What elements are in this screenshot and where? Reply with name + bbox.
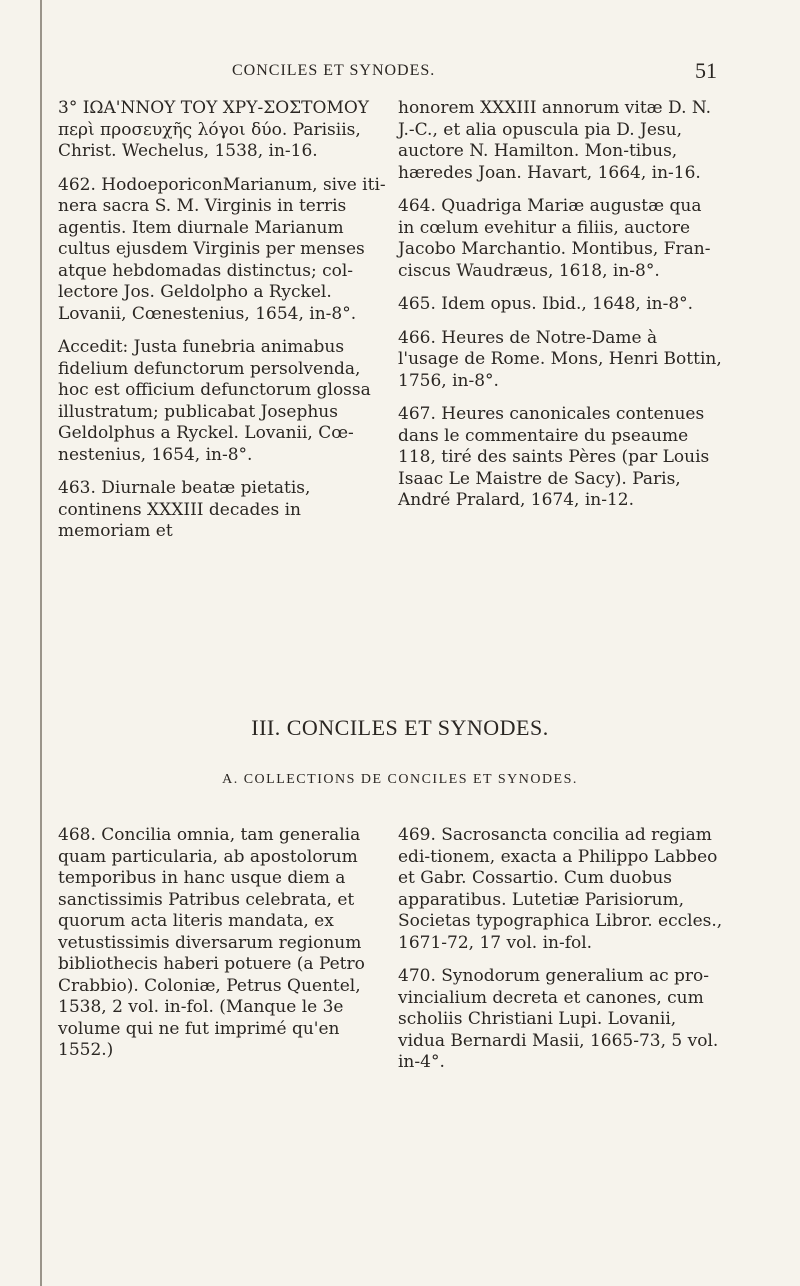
section-title: III. CONCILES ET SYNODES. — [251, 715, 549, 740]
column-right-bottom — [398, 825, 723, 1086]
page-number: 51 — [695, 58, 717, 83]
entry-465: 465. Idem opus. Ibid., 1648, in-8°. — [398, 294, 694, 314]
entry-466: 466. Heures de Notre-Dame à l'usage de Rome. Mons, Henri Bottin, 1756, in-8°. — [398, 327, 722, 391]
entry-462-accedit: Accedit: Justa funebria animabus fidelium defunctorum persolvenda, hoc est officium defunctorum glossa illustratum; publicabat Josephus Geldolphus a Ryckel. Lovanii, Cœ-nestenius, 1654, in-8°. — [58, 337, 371, 465]
entry-468: 468. Concilia omnia, tam generalia quam particularia, ab apostolorum temporibus in hanc usque diem a sanctissimis Patribus celebrata, et quorum acta literis mandata, ex vetustissimis diversarum regionum bibliothecis haberi potuere (a Petro Crabbio). Coloniæ, Petrus Quentel, 1538, 2 vol. in-fol. (Manque le 3e volume qui ne fut imprimé qu'en 1552.) — [58, 825, 365, 1060]
column-left-bottom — [58, 825, 388, 1074]
running-header — [0, 58, 800, 88]
entry-464: 464. Quadriga Mariæ augustæ qua in cœlum evehitur a filiis, auctore Jacobo Marchantio. Montibus, Fran-ciscus Waudræus, 1618, in-8°. — [398, 196, 711, 281]
entry-470: 470. Synodorum generalium ac pro-vincialium decreta et canones, cum scholiis Christiani Lupi. Lovanii, vidua Bernardi Masii, 1665-73, 5 vol. in-4°. — [398, 966, 719, 1072]
entry-467: 467. Heures canonicales contenues dans le commentaire du pseaume 118, tiré des saints Pères (par Louis Isaac Le Maistre de Sacy). Paris, André Pralard, 1674, in-12. — [398, 404, 710, 510]
column-right-top — [398, 98, 723, 524]
subsection-title: A. COLLECTIONS DE CONCILES ET SYNODES. — [222, 772, 578, 787]
entry-463-continued: honorem XXXIII annorum vitæ D. N. J.-C., et alia opuscula pia D. Jesu, auctore N. Hamilton. Mon-tibus, hæredes Joan. Havart, 1664, in-16. — [398, 98, 712, 183]
entry-462: 462. HodoeporiconMarianum, sive iti-nera sacra S. M. Virginis in terris agentis. Item diurnale Marianum cultus ejusdem Virginis per menses atque hebdomadas distinctus; col-lectore Jos. Geldolpho a Ryckel. Lovanii, Cœnestenius, 1654, in-8°. — [58, 174, 386, 324]
entry-469: 469. Sacrosancta concilia ad regiam edi-tionem, exacta a Philippo Labbeo et Gabr. Cossartio. Cum duobus apparatibus. Lutetiæ Parisiorum, Societas typographica Libror. eccles., 1671-72, 17 vol. in-fol. — [398, 825, 723, 953]
running-title: CONCILES ET SYNODES. — [232, 62, 436, 79]
page-edge-line — [40, 0, 42, 1286]
column-left-top — [58, 98, 388, 555]
entry-463: 463. Diurnale beatæ pietatis, continens XXXIII decades in memoriam et — [58, 478, 311, 541]
entry-3-chrysostom: 3° ΙΩΑ'ΝΝΟΥ ΤΟΥ ΧΡΥ-ΣΟΣΤΟΜΟΥ περὶ προσευχῆς λόγοι δύο. Parisiis, Christ. Wechelus, 1538, in-16. — [58, 98, 370, 161]
